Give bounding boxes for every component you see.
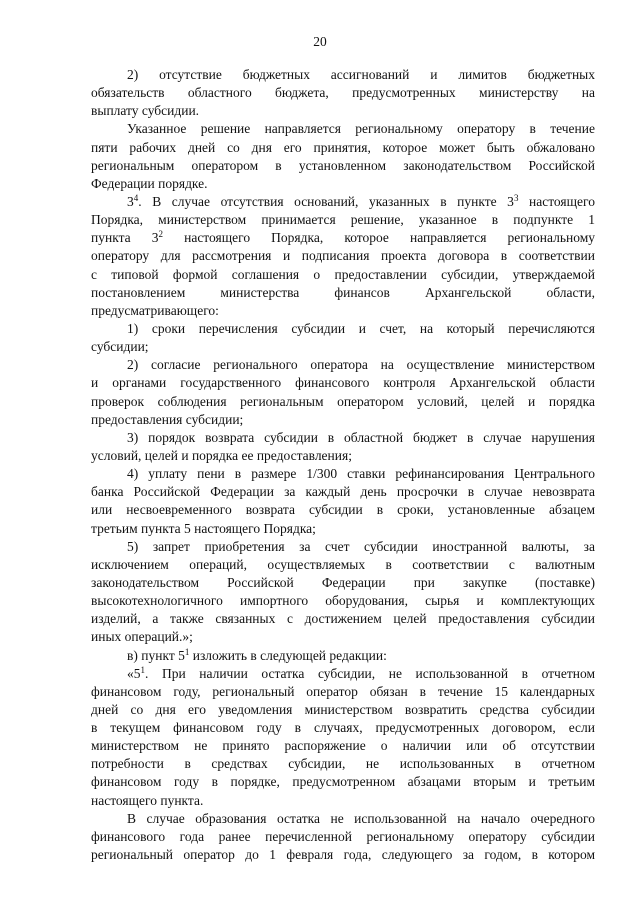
text-line: условий, целей и порядка ее предоставления; [91,447,352,463]
text-line: региональным оператором в установленном законодательством Российской [91,157,595,173]
text-line: и органами государственного финансового контроля Архангельской области [91,375,595,391]
text-line: В случае образования остатка не использованной на начало очередного [127,810,595,826]
text-line: 2) отсутствие бюджетных ассигнований и лимитов бюджетных [127,67,595,82]
paragraph-sub-3 [91,429,595,465]
paragraph-sub-5 [91,538,595,647]
text-line: обязательств областного бюджета, предусмотренных министерству на [91,85,595,101]
text-line: региональный оператор до 1 февраля года, следующего за годом, в котором [91,847,595,863]
text-line: Порядка, министерством принимается решение, указанное в подпункте 1 [91,212,595,228]
paragraph-clause-5-1 [91,665,595,810]
paragraph-sub-2 [91,356,595,429]
paragraph-sub-1 [91,320,595,356]
text-line: пяти рабочих дней со дня его принятия, которое может быть обжаловано [91,139,595,155]
text-line: предусматривающего: [91,302,219,318]
text-line: Федерации порядке. [91,175,208,191]
text-line: высокотехнологичного импортного оборудования, сырья и комплектующих [91,593,595,609]
text-line: 3) порядок возврата субсидии в областной бюджет в случае нарушения [127,429,595,445]
text-line: финансовом году в порядке, предусмотренном абзацами вторым и третьим [91,774,595,790]
text-line: финансовом году, региональный оператор обязан в течение 15 календарных [91,683,595,699]
text-line: министерством не принято распоряжение о наличии или об отсутствии [91,738,595,754]
text-line: в) пункт $5^1$ изложить в следующей редакции: [127,646,387,663]
text-line: исключением операций, осуществляемых в соответствии с валютным [91,556,595,572]
text-line: $3^4$. В случае отсутствия оснований, указанных в пункте $3^3$ настоящего [127,192,595,209]
paragraph-balance-formation [91,810,595,864]
document-body [91,66,595,864]
paragraph-decision-sent [91,120,595,193]
text-line: Указанное решение направляется региональному оператору в течение [127,121,595,137]
paragraph-clause-3-4 [91,193,595,320]
text-line: 5) запрет приобретения за счет субсидии иностранной валюты, за [127,538,595,554]
text-line: банка Российской Федерации за каждый день просрочки в случае невозврата [91,484,595,500]
text-line: третьим пункта 5 настоящего Порядка; [91,520,316,536]
text-line: 1) сроки перечисления субсидии и счет, на который перечисляются [127,320,595,336]
paragraph-item-2-funds [91,66,595,120]
text-line: потребности в средствах субсидии, не использованных в отчетном [91,756,595,772]
text-line: дней со дня его уведомления министерством возвратить средства субсидии [91,701,595,717]
text-line: оператору для рассмотрения и подписания проекта договора в соответствии [91,248,595,264]
paragraph-item-v [91,647,595,665]
text-line: финансового года ранее перечисленной региональному оператору субсидии [91,828,595,844]
page-number: 20 [313,34,327,49]
paragraph-sub-4 [91,465,595,538]
text-line: изделий, а также связанных с достижением целей предоставления субсидии [91,611,595,627]
text-line: выплату субсидии. [91,103,200,119]
text-line: настоящего пункта. [91,792,204,808]
text-line: постановлением министерства финансов Архангельской области, [91,284,595,300]
text-line: предоставления субсидии; [91,411,244,427]
text-line: 4) уплату пени в размере 1/300 ставки рефинансирования Центрального [127,466,595,482]
text-line: субсидии; [91,339,149,355]
text-line: законодательством Российской Федерации при закупке (поставке) [91,574,595,590]
text-line: иных операций.»; [91,629,193,645]
text-line: «$5^1$. При наличии остатка субсидии, не использованной в отчетном [127,664,595,681]
text-line: с типовой формой соглашения о предоставлении субсидии, утверждаемой [91,266,595,282]
text-line: проверок соблюдения региональным оператором условий, целей и порядка [91,393,595,409]
text-line: 2) согласие регионального оператора на осуществление министерством [127,357,595,373]
text-line: в текущем финансовом году в случаях, предусмотренных договором, если [91,720,595,736]
text-line: или несвоевременного возврата субсидии в сроки, установленные абзацем [91,502,595,518]
text-line: пункта $3^2$ настоящего Порядка, которое направляется региональному [91,229,595,246]
